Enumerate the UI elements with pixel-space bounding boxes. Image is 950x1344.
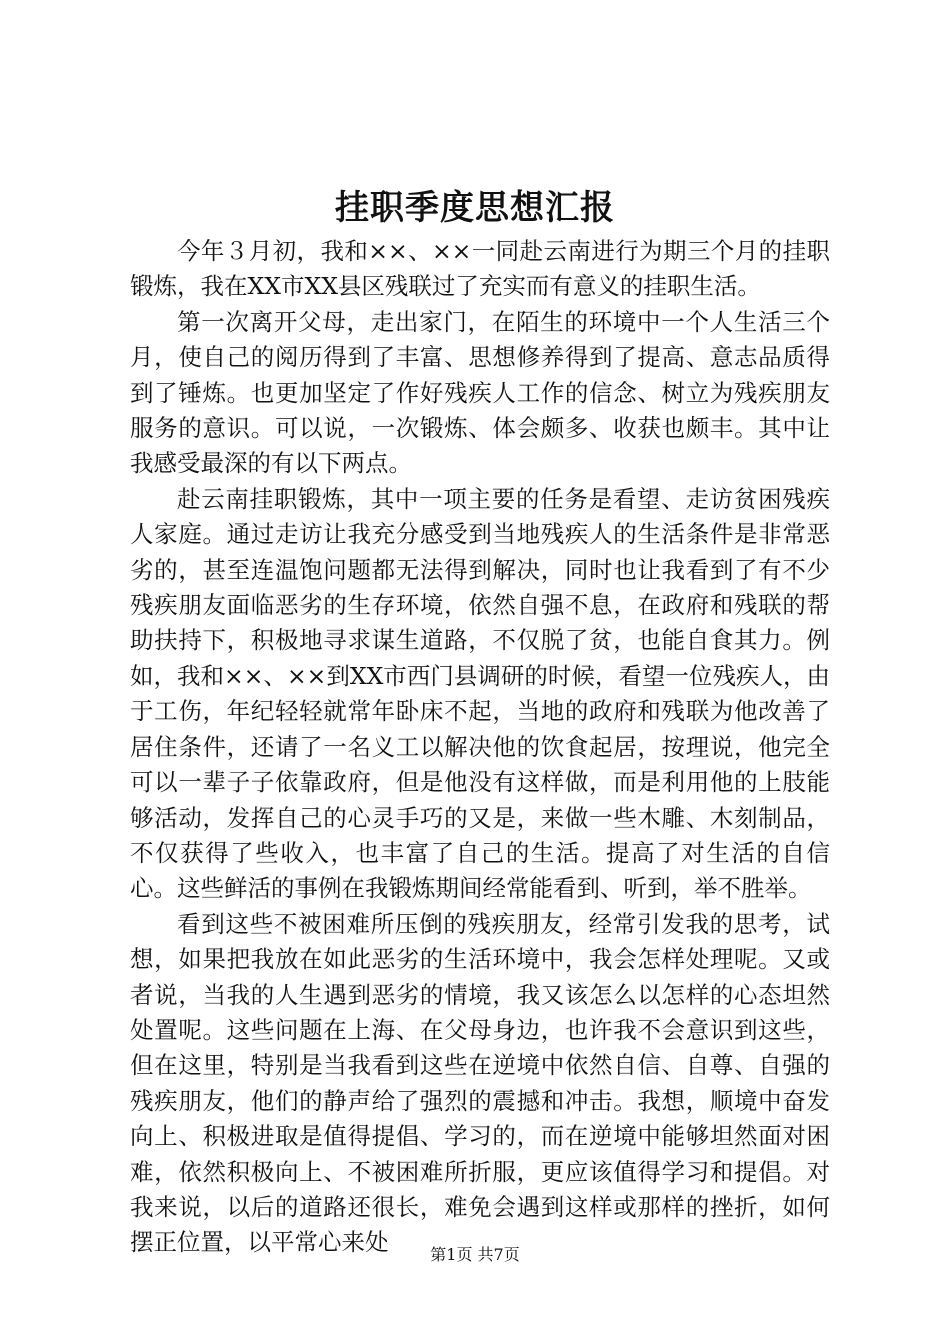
document-title: 挂职季度思想汇报: [335, 188, 615, 228]
paragraph: 看到这些不被困难所压倒的残疾朋友，经常引发我的思考，试想，如果把我放在如此恶劣的生活环境中，我会怎样处理呢。又或者说，当我的人生遇到恶劣的情境，我又该怎么以怎样的心态坦然处置呢。这些问题在上海、在父母身边，也许我不会意识到这些，但在这里，特别是当我看到这些在逆境中依然自信、自尊、自强的残疾朋友，他们的静声给了强烈的震撼和冲击。我想，顺境中奋发向上、积极进取是值得提倡、学习的，而在逆境中能够坦然面对困难，依然积极向上、不被困难所折服，更应该值得学习和提倡。对我来说，以后的道路还很长，难免会遇到这样或那样的挫折，如何摆正位置，以平常心来处: [130, 909, 830, 1257]
paragraph: 今年３月初，我和××、××一同赴云南进行为期三个月的挂职锻炼，我在XX市XX县区残联过了充实而有意义的挂职生活。: [130, 237, 830, 301]
paragraph: 第一次离开父母，走出家门，在陌生的环境中一个人生活三个月，使自己的阅历得到了丰富、思想修养得到了提高、意志品质得到了锤炼。也更加坚定了作好残疾人工作的信念、树立为残疾朋友服务的意识。可以说，一次锻炼、体会颇多、收获也颇丰。其中让我感受最深的有以下两点。: [130, 307, 830, 478]
paragraph: 赴云南挂职锻炼，其中一项主要的任务是看望、走访贫困残疾人家庭。通过走访让我充分感受到当地残疾人的生活条件是非常恶劣的，甚至连温饱问题都无法得到解决，同时也让我看到了有不少残疾朋友面临恶劣的生存环境，依然自强不息，在政府和残联的帮助扶持下，积极地寻求谋生道路，不仅脱了贫，也能自食其力。例如，我和××、××到XX市西门县调研的时候，看望一位残疾人，由于工伤，年纪轻轻就常年卧床不起，当地的政府和残联为他改善了居住条件，还请了一名义工以解决他的饮食起居，按理说，他完全可以一辈子子依靠政府，但是他没有这样做，而是利用他的上肢能够活动，发挥自己的心灵手巧的又是，来做一些木雕、木刻制品，不仅获得了些收入，也丰富了自己的生活。提高了对生活的自信心。这些鲜活的事例在我锻炼期间经常能看到、听到，举不胜举。: [130, 484, 830, 903]
document-body: [130, 234, 830, 1261]
page-footer: 第1页 共7页: [430, 1245, 520, 1264]
